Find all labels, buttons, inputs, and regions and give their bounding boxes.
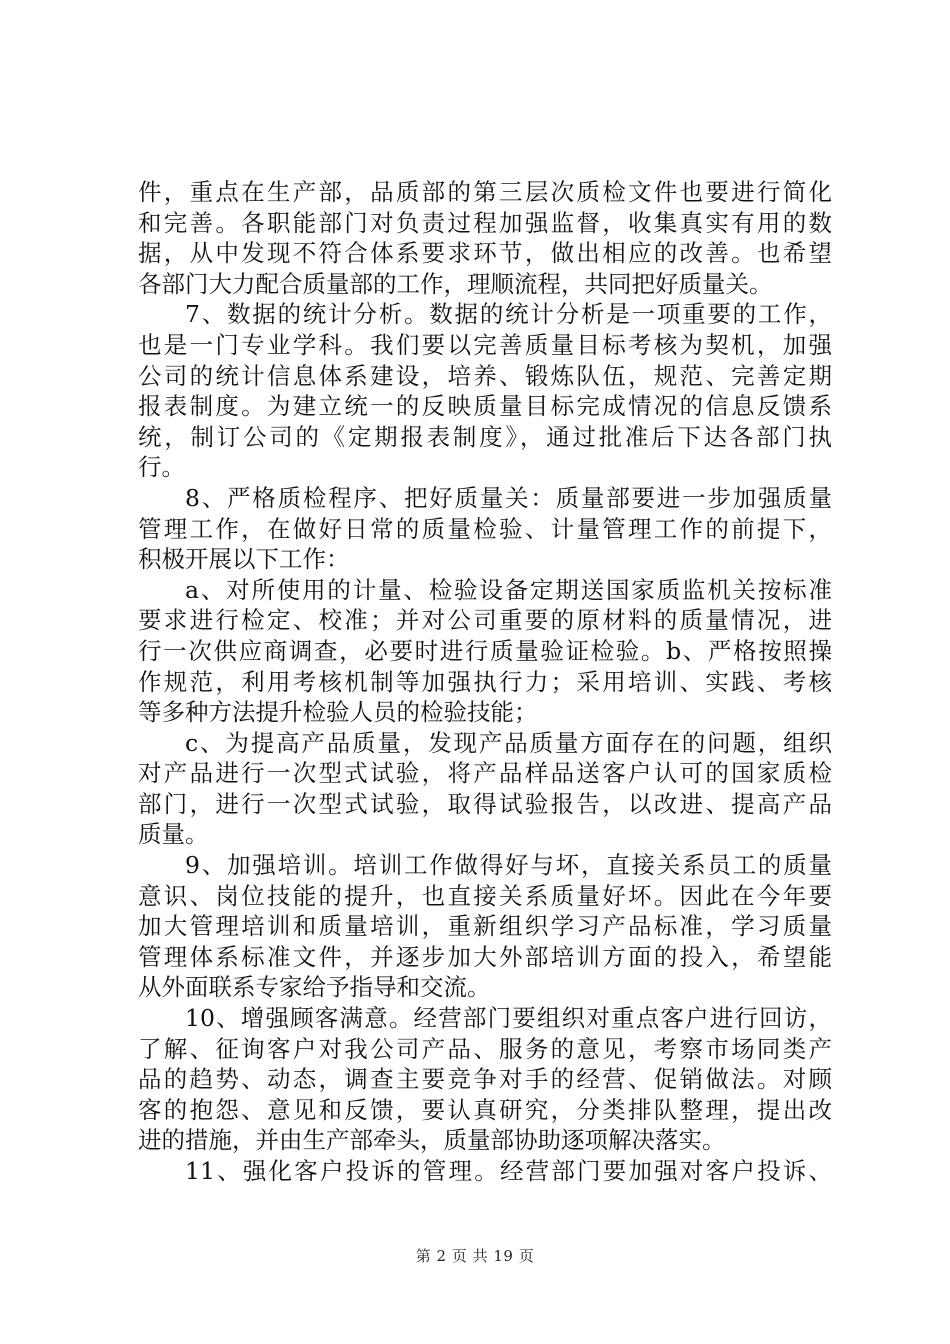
text-line: 和完善。各职能部门对负责过程加强监督，收集真实有用的数 — [138, 208, 832, 237]
paragraph — [138, 483, 832, 575]
text-line: 质量。 — [138, 820, 209, 849]
text-line: 10、增强顾客满意。经营部门要组织对重点客户进行回访， — [185, 1004, 832, 1033]
text-line: 对产品进行一次型式试验，将产品样品送客户认可的国家质检 — [138, 759, 832, 788]
page-footer: 第 2 页 共 19 页 — [415, 1247, 535, 1265]
text-line: 管理体系标准文件，并逐步加大外部培训方面的投入，希望能 — [138, 942, 832, 971]
text-line: 统，制订公司的《定期报表制度》，通过批准后下达各部门执 — [138, 422, 832, 451]
text-line: 积极开展以下工作： — [138, 545, 350, 574]
text-line: 也是一门专业学科。我们要以完善质量目标考核为契机，加强 — [138, 330, 832, 359]
text-line: 意识、岗位技能的提升，也直接关系质量好坏。因此在今年要 — [138, 881, 832, 910]
paragraph — [138, 177, 832, 299]
text-line: 报表制度。为建立统一的反映质量目标完成情况的信息反馈系 — [138, 392, 832, 421]
text-line: 件，重点在生产部，品质部的第三层次质检文件也要进行简化 — [138, 178, 832, 206]
text-line: 11、强化客户投诉的管理。经营部门要加强对客户投诉、 — [185, 1157, 832, 1185]
paragraph — [138, 1003, 832, 1156]
text-line: 8、严格质检程序、把好质量关：质量部要进一步加强质量 — [185, 483, 832, 512]
text-line: 从外面联系专家给予指导和交流。 — [138, 973, 491, 1002]
text-line: 要求进行检定、校准；并对公司重要的原材料的质量情况，进 — [138, 606, 832, 635]
text-line: 行一次供应商调查，必要时进行质量验证检验。b、严格按照操 — [138, 636, 832, 665]
paragraph — [138, 575, 832, 728]
text-line: c、为提高产品质量，发现产品质量方面存在的问题，组织 — [185, 728, 832, 757]
paragraph — [138, 1156, 832, 1187]
text-line: a、对所使用的计量、检验设备定期送国家质监机关按标准 — [185, 575, 832, 604]
text-line: 了解、征询客户对我公司产品、服务的意见，考察市场同类产 — [138, 1034, 832, 1063]
text-line: 管理工作，在做好日常的质量检验、计量管理工作的前提下， — [138, 514, 832, 543]
text-line: 各部门大力配合质量部的工作，理顺流程，共同把好质量关。 — [138, 269, 773, 298]
paragraph — [138, 850, 832, 1003]
text-line: 作规范，利用考核机制等加强执行力；采用培训、实践、考核 — [138, 667, 832, 696]
text-line: 品的趋势、动态，调查主要竞争对手的经营、促销做法。对顾 — [138, 1065, 832, 1094]
text-line: 7、数据的统计分析。数据的统计分析是一项重要的工作， — [185, 300, 832, 329]
text-line: 加大管理培训和质量培训，重新组织学习产品标准，学习质量 — [138, 912, 832, 941]
text-line: 9、加强培训。培训工作做得好与坏，直接关系员工的质量 — [185, 851, 832, 880]
text-line: 进的措施，并由生产部牵头，质量部协助逐项解决落实。 — [138, 1126, 726, 1155]
body-text — [138, 177, 832, 1187]
text-line: 部门，进行一次型式试验，取得试验报告，以改进、提高产品 — [138, 789, 832, 818]
text-line: 公司的统计信息体系建设，培养、锻炼队伍，规范、完善定期 — [138, 361, 832, 390]
paragraph — [138, 299, 832, 483]
text-line: 客的抱怨、意见和反馈，要认真研究，分类排队整理，提出改 — [138, 1095, 832, 1124]
paragraph — [138, 728, 832, 850]
text-line: 行。 — [138, 453, 185, 482]
text-line: 据，从中发现不符合体系要求环节，做出相应的改善。也希望 — [138, 239, 832, 268]
text-line: 等多种方法提升检验人员的检验技能； — [138, 698, 538, 727]
